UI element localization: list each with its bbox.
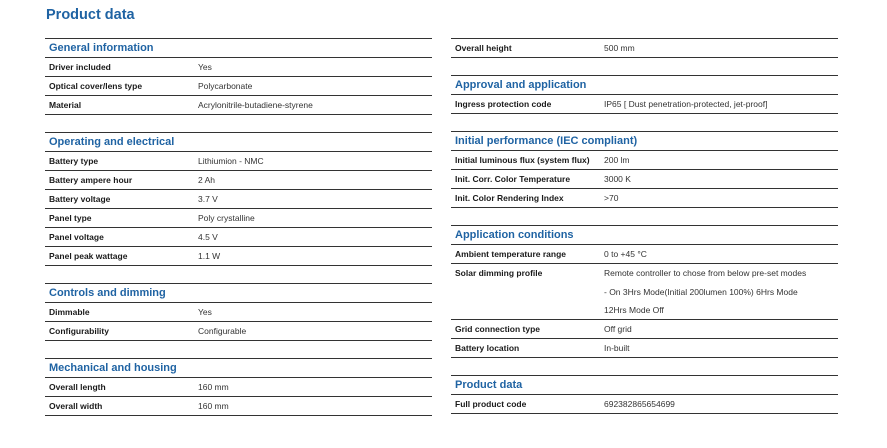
spec-label: Panel peak wattage	[49, 251, 128, 261]
spec-value	[604, 264, 838, 320]
spec-row-ambient-temperature-range	[451, 245, 838, 264]
spec-label: Init. Color Rendering Index	[455, 193, 564, 203]
spec-label: Battery ampere hour	[49, 175, 133, 185]
spec-value: 692382865654699	[604, 399, 675, 409]
section-gap	[45, 115, 432, 132]
section-gap	[451, 208, 838, 225]
section-gap	[451, 358, 838, 375]
spec-value: Lithiumion - NMC	[198, 156, 264, 166]
spec-value: 160 mm	[198, 401, 229, 411]
section-gap	[451, 58, 838, 75]
section-heading: Application conditions	[451, 225, 838, 245]
section-general-information	[45, 38, 432, 115]
spec-value: Yes	[198, 307, 212, 317]
section-initial-performance-iec-compliant	[451, 131, 838, 208]
spec-row-init-corr-color-temperature	[451, 170, 838, 189]
spec-value: 2 Ah	[198, 175, 216, 185]
spec-label: Ingress protection code	[455, 99, 552, 109]
spec-label: Dimmable	[49, 307, 90, 317]
right-column	[451, 38, 838, 414]
spec-value-line: Remote controller to chose from below pre-set modes	[604, 268, 807, 278]
spec-row-grid-connection-type	[451, 320, 838, 339]
spec-label: Material	[49, 100, 82, 110]
left-column	[45, 38, 432, 416]
spec-row-panel-voltage	[45, 228, 432, 247]
spec-row-configurability	[45, 322, 432, 341]
spec-value-line: - On 3Hrs Mode(Initial 200lumen 100%) 6Hrs Mode	[604, 286, 798, 297]
section-heading: Operating and electrical	[45, 132, 432, 152]
spec-value: 3000 K	[604, 174, 631, 184]
spec-label: Full product code	[455, 399, 527, 409]
section-heading: Approval and application	[451, 75, 838, 95]
section-heading: Mechanical and housing	[45, 358, 432, 378]
spec-label: Overall length	[49, 382, 106, 392]
spec-row-driver-included	[45, 58, 432, 77]
spec-row-panel-peak-wattage	[45, 247, 432, 266]
spec-value: 200 lm	[604, 155, 630, 165]
spec-label: Init. Corr. Color Temperature	[455, 174, 571, 184]
spec-row-panel-type	[45, 209, 432, 228]
section-product-data	[451, 375, 838, 414]
spec-label: Initial luminous flux (system flux)	[455, 155, 590, 165]
spec-row-battery-voltage	[45, 190, 432, 209]
spec-value: >70	[604, 193, 619, 203]
spec-value: Yes	[198, 62, 212, 72]
spec-row-full-product-code	[451, 395, 838, 414]
section-continued	[451, 38, 838, 58]
section-gap	[45, 266, 432, 283]
spec-row-optical-cover-lens-type	[45, 77, 432, 96]
spec-label: Battery voltage	[49, 194, 111, 204]
section-gap	[451, 114, 838, 131]
spec-value: 500 mm	[604, 43, 635, 53]
spec-value: 0 to +45 °C	[604, 249, 647, 259]
spec-label: Optical cover/lens type	[49, 81, 143, 91]
section-gap	[45, 341, 432, 358]
spec-label: Ambient temperature range	[455, 249, 566, 259]
spec-row-overall-length	[45, 378, 432, 397]
spec-label: Configurability	[49, 326, 109, 336]
spec-value: 1.1 W	[198, 251, 221, 261]
spec-row-dimmable	[45, 303, 432, 322]
spec-row-overall-height	[451, 39, 838, 58]
section-mechanical-and-housing	[45, 358, 432, 416]
spec-value: Acrylonitrile-butadiene-styrene	[198, 100, 313, 110]
spec-row-battery-type	[45, 152, 432, 171]
spec-label: Grid connection type	[455, 324, 541, 334]
section-operating-and-electrical	[45, 132, 432, 266]
spec-label: Overall width	[49, 401, 103, 411]
spec-label: Battery location	[455, 343, 520, 353]
spec-row-solar-dimming-profile	[451, 264, 838, 320]
spec-value-line: 12Hrs Mode Off	[604, 305, 664, 315]
spec-value: Poly crystalline	[198, 213, 255, 223]
spec-label: Driver included	[49, 62, 111, 72]
spec-value: In-built	[604, 343, 630, 353]
spec-row-initial-luminous-flux-system-flux	[451, 151, 838, 170]
spec-row-battery-ampere-hour	[45, 171, 432, 190]
spec-label: Battery type	[49, 156, 99, 166]
spec-value: 4.5 V	[198, 232, 218, 242]
section-heading: General information	[45, 38, 432, 58]
spec-value: 3.7 V	[198, 194, 218, 204]
spec-label: Solar dimming profile	[455, 268, 543, 278]
spec-label: Panel voltage	[49, 232, 104, 242]
section-heading: Controls and dimming	[45, 283, 432, 303]
section-application-conditions	[451, 225, 838, 358]
spec-row-battery-location	[451, 339, 838, 358]
section-heading: Initial performance (IEC compliant)	[451, 131, 838, 151]
spec-value: Polycarbonate	[198, 81, 253, 91]
spec-value: Configurable	[198, 326, 247, 336]
section-heading: Product data	[451, 375, 838, 395]
spec-row-material	[45, 96, 432, 115]
section-controls-and-dimming	[45, 283, 432, 341]
spec-label: Panel type	[49, 213, 92, 223]
spec-value: Off grid	[604, 324, 632, 334]
spec-row-overall-width	[45, 397, 432, 416]
section-approval-and-application	[451, 75, 838, 114]
page-title: Product data	[46, 7, 135, 23]
spec-value: IP65 [ Dust penetration-protected, jet-proof]	[604, 99, 768, 109]
spec-value: 160 mm	[198, 382, 229, 392]
spec-row-ingress-protection-code	[451, 95, 838, 114]
spec-row-init-color-rendering-index	[451, 189, 838, 208]
spec-label: Overall height	[455, 43, 512, 53]
